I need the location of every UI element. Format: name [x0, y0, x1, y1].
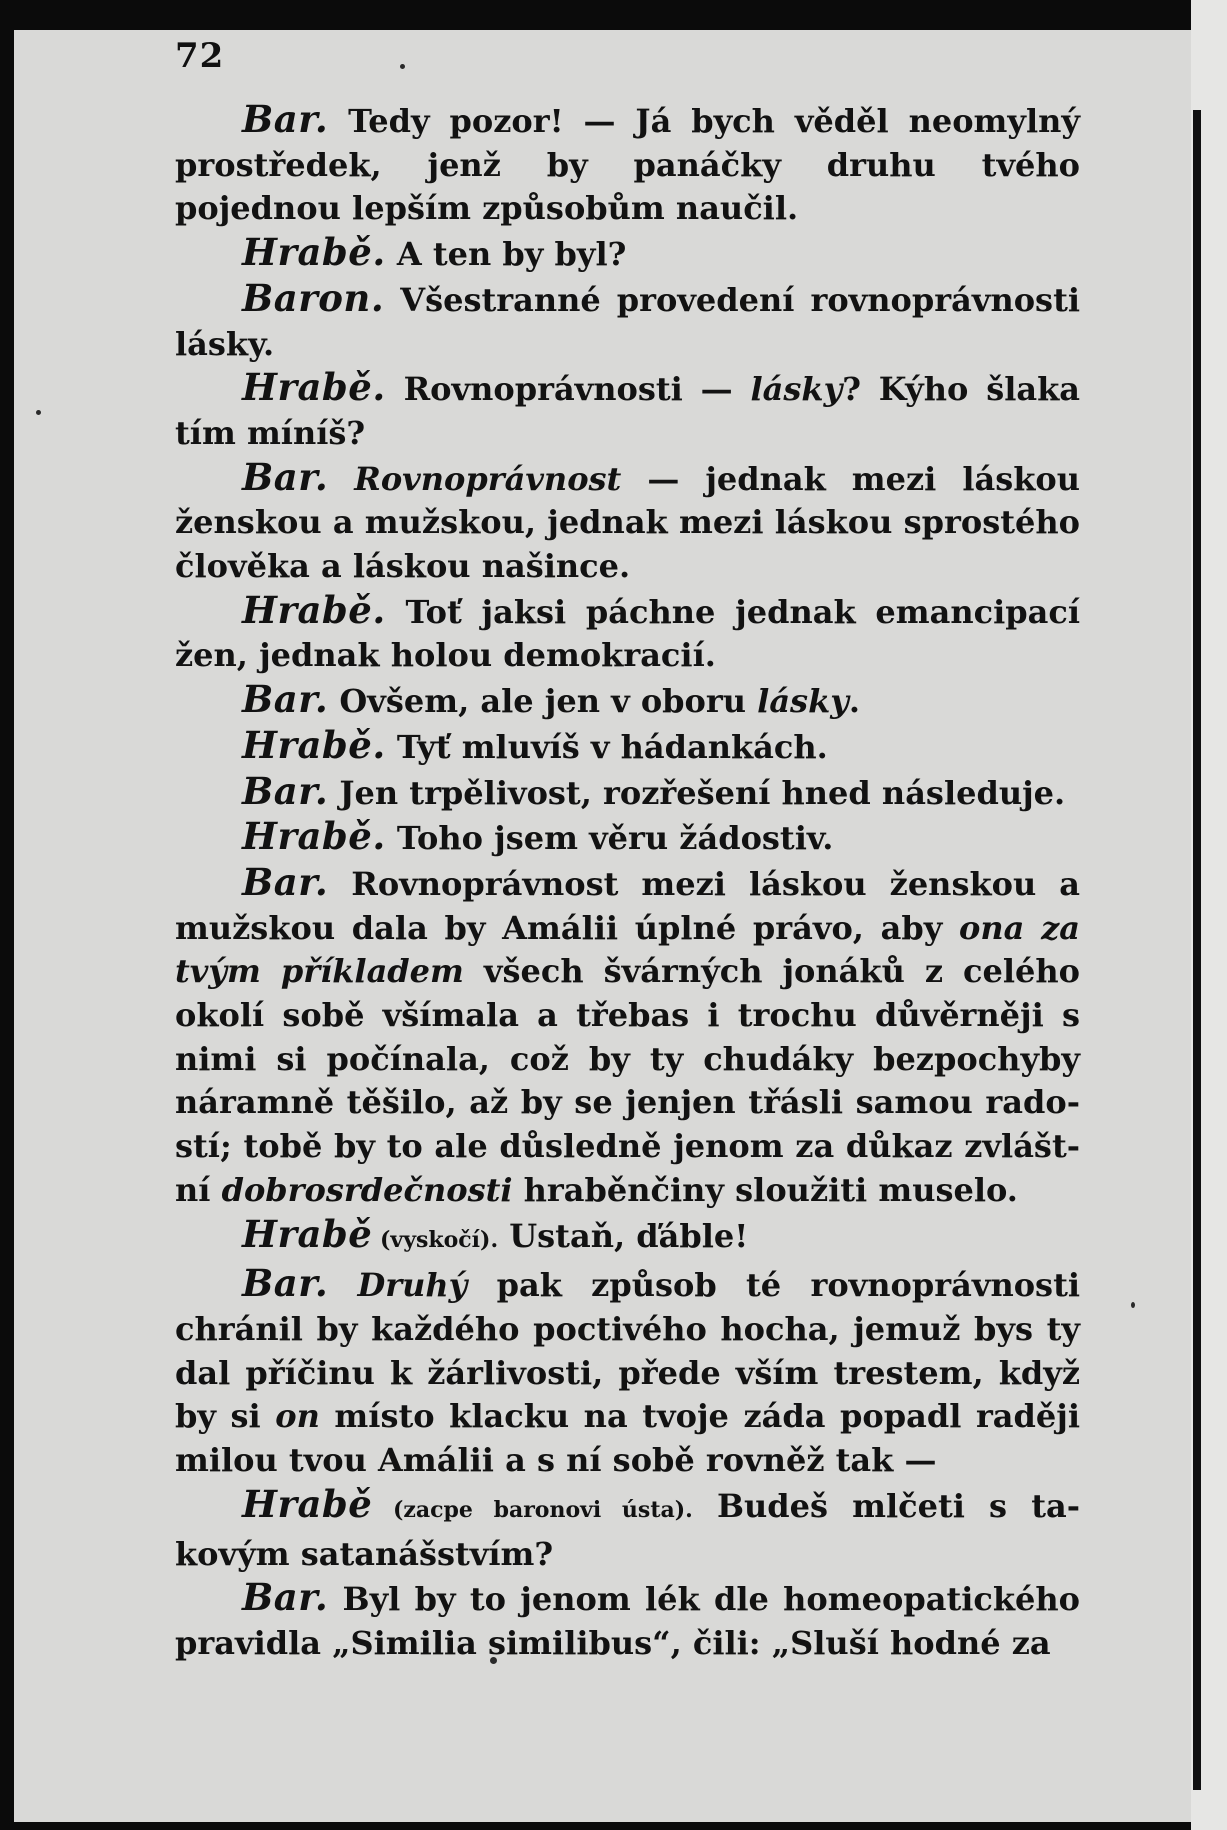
page-edge-shadow [1193, 110, 1201, 1790]
dialogue-paragraph [175, 277, 1080, 366]
speaker-name: Hrabě. [242, 722, 386, 767]
speaker-name: Bar. [242, 454, 329, 499]
page-number: 72 [175, 36, 225, 76]
dialogue-line: Budeš mlčeti s takovým satanášstvím? [175, 1486, 1081, 1573]
dialogue-line: všech švárných jonáků z celého okolí sobě všímala a třebas i trochu důvěrněji s nimi si počínala, což by ty chudáky bezpochyby náramně těšilo, až by se jenjen třásli samou radostí; tobě by to ale důsledně jenom za důkaz zvláštní [175, 952, 1080, 1209]
speaker-name: Hrabě. [242, 814, 386, 859]
dialogue-line: Toho jsem věru žádostiv. [385, 819, 834, 858]
dialogue-line: Rovnoprávnost mezi láskou ženskou a mužskou dala by Amálii úplné právo, aby [175, 864, 1080, 947]
dialogue-paragraph [175, 1213, 1080, 1263]
dialogue-line: A ten by byl? [385, 235, 627, 274]
speaker-name: Bar. [242, 97, 329, 141]
dialogue-paragraph [175, 678, 1080, 724]
dialogue-line: Všestranné provedení rovnoprávnosti lásky. [175, 280, 1080, 363]
dialogue-line: — jednak mezi láskou ženskou a mužskou, jednak mezi láskou sprostého člověka a láskou našince. [175, 459, 1081, 586]
emphasis: lásky [750, 370, 843, 409]
dialogue-line: Tyť mluvíš v hádankách. [385, 727, 828, 766]
dialogue-paragraph [175, 1262, 1080, 1483]
emphasis: on [275, 1397, 320, 1436]
dialogue-paragraph [175, 366, 1080, 455]
dialogue-line: Toť jaksi páchne jednak emancipací žen, jednak holou demokracií. [175, 592, 1080, 675]
speaker-name: Bar. [242, 859, 329, 904]
dialogue-line: ? Kýho šlaka tím míníš? [175, 370, 1081, 452]
dialogue-paragraph [175, 589, 1080, 678]
dialogue-line: místo klacku na tvoje záda popadl raději milou tvou Amálii a s ní sobě rovněž tak — [175, 1397, 1081, 1480]
dialogue-line: Ustaň, ďáble! [498, 1216, 749, 1255]
speaker-name: Baron. [242, 275, 385, 320]
speaker-name: Bar. [242, 1575, 329, 1620]
speaker-name: Bar. [242, 768, 329, 813]
ink-speck [1131, 1302, 1135, 1308]
dialogue-line: Byl by to jenom lék dle homeopatického pravidla „Similia similibus“, čili: „Sluší hodné za [175, 1580, 1080, 1662]
speaker-name: Hrabě. [242, 230, 386, 275]
dialogue-paragraph [175, 98, 1080, 231]
dialogue-line: Rovnoprávnosti — [385, 370, 751, 409]
emphasis: Rovnoprávnost [328, 459, 622, 498]
dialogue-paragraph [175, 861, 1080, 1213]
dialogue-line: . [848, 682, 860, 721]
speaker-name: Hrabě [242, 1481, 373, 1526]
emphasis: dobrosrdečnosti [221, 1170, 513, 1209]
emphasis: lásky [757, 682, 849, 721]
speaker-name: Bar. [242, 677, 329, 722]
emphasis: ona za tvým příkladem [175, 908, 1080, 991]
dialogue-line: Ovšem, ale jen v oboru [328, 682, 758, 721]
dialogue-line: Tedy pozor! — Já bych věděl neomylný prostředek, jenž by panáčky druhu tvého pojednou lepším způsobům naučil. [175, 102, 1080, 228]
stage-direction: (vyskočí). [372, 1226, 499, 1253]
speaker-name: Hrabě. [242, 365, 386, 410]
dialogue-paragraph [175, 770, 1080, 816]
dialogue-paragraph [175, 724, 1080, 770]
dialogue-paragraph [175, 456, 1080, 589]
dialogue-paragraph [175, 1483, 1080, 1576]
dialogue-paragraph [175, 815, 1080, 861]
dialogue-line: Jen trpělivost, rozřešení hned následuje. [328, 773, 1066, 812]
dialogue-line: pak způsob té rovnoprávnosti chránil by každého poctivého hocha, jemuž bys ty dal příčinu k žárlivosti, přede vším trestem, když by si [175, 1266, 1081, 1436]
stage-direction: (zacpe baronovi ústa). [372, 1496, 693, 1523]
speaker-name: Hrabě. [242, 587, 386, 632]
speaker-name: Hrabě [242, 1211, 373, 1256]
speaker-name: Bar. [242, 1261, 329, 1306]
dialogue-paragraph [175, 1576, 1080, 1665]
ink-speck [36, 410, 41, 415]
emphasis: Druhý [328, 1266, 468, 1305]
ink-speck [400, 64, 405, 69]
dialogue-paragraph [175, 231, 1080, 277]
dialogue-line: hraběnčiny sloužiti muselo. [512, 1170, 1018, 1209]
dialogue-text [175, 98, 1080, 1666]
